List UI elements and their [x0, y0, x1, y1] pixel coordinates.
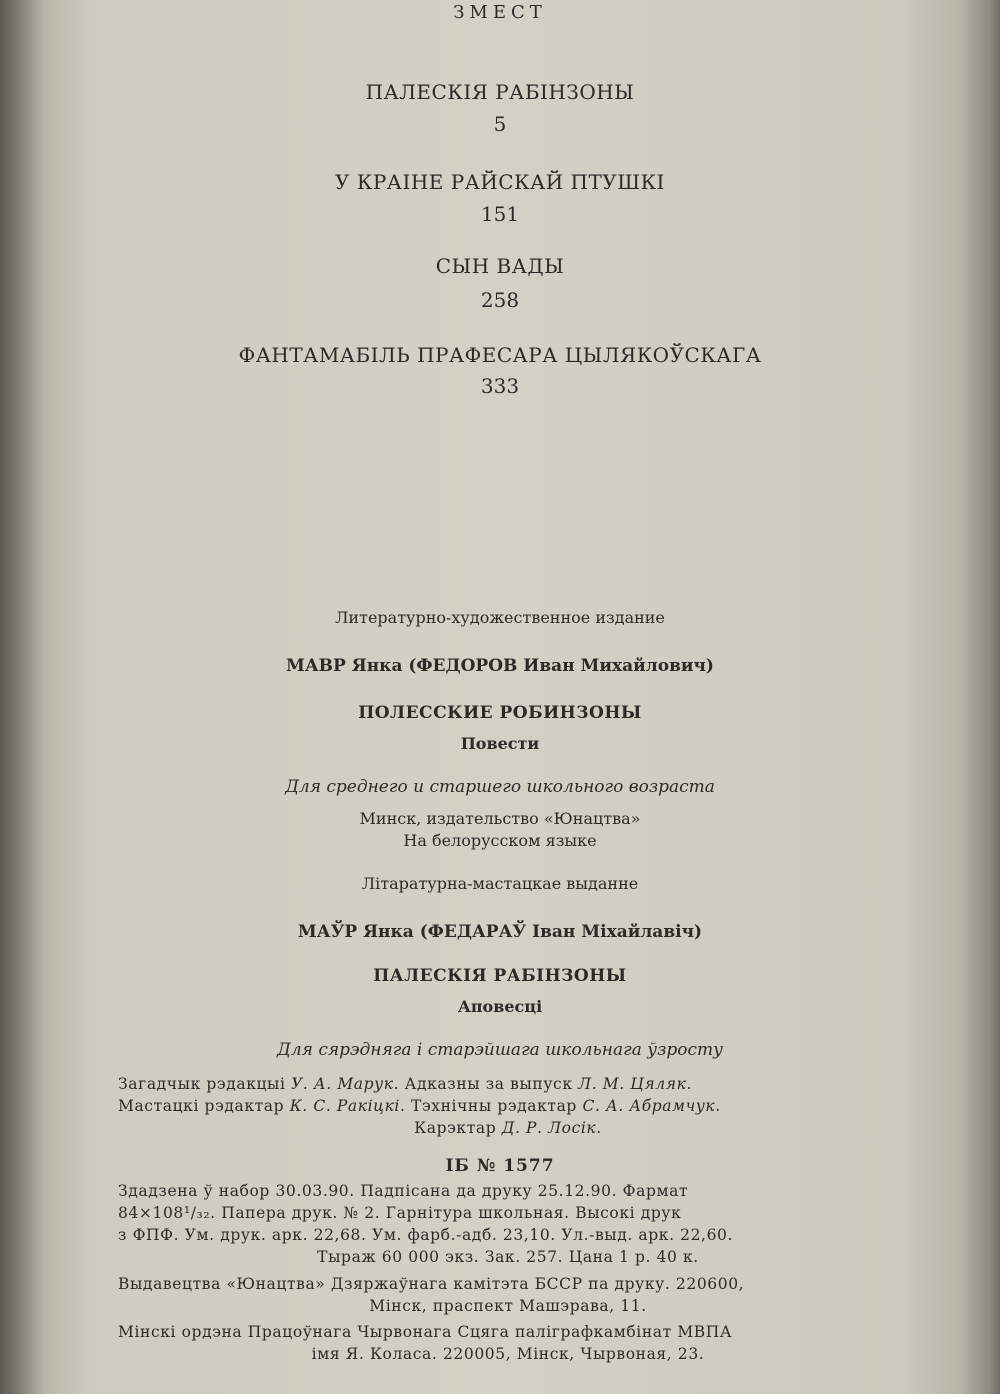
- print-line-4: Тыраж 60 000 экз. Зак. 257. Цана 1 р. 40 к.: [317, 1248, 699, 1266]
- by-edition-type: Літаратурна-мастацкае выданне: [361, 874, 639, 893]
- credits-line-2: Мастацкі рэдактар К. С. Ракіцкі. Тэхнічны рэдактар С. А. Абрамчук.: [118, 1097, 721, 1115]
- ru-title: ПОЛЕССКИЕ РОБИНЗОНЫ: [358, 703, 642, 723]
- by-author: МАЎР Янка (ФЕДАРАЎ Іван Міхайлавіч): [297, 922, 703, 942]
- by-title: ПАЛЕСКІЯ РАБІНЗОНЫ: [373, 966, 627, 986]
- publisher-line-1: Выдавецтва «Юнацтва» Дзяржаўнага камітэта БССР па друку. 220600,: [118, 1275, 745, 1293]
- ru-audience: Для среднего и старшего школьного возраста: [285, 777, 715, 797]
- credits-line-1: Загадчык рэдакцыі У. А. Марук. Адказны за выпуск Л. М. Цяляк.: [118, 1075, 692, 1093]
- publisher-line-2: Мінск, праспект Машэрава, 11.: [369, 1297, 647, 1315]
- ru-publisher: Минск, издательство «Юнацтва»: [359, 809, 641, 828]
- toc-title-3: СЫН ВАДЫ: [435, 254, 565, 278]
- toc-page-3: 258: [480, 288, 520, 312]
- print-line-1: Здадзена ў набор 30.03.90. Падпісана да друку 25.12.90. Фармат: [118, 1182, 689, 1200]
- printer-line-2: імя Я. Коласа. 220005, Мінск, Чырвоная, 23.: [311, 1345, 705, 1363]
- ru-edition-type: Литературно-художественное издание: [335, 608, 665, 627]
- printer-block: [118, 1321, 898, 1365]
- ru-language: На белорусском языке: [403, 831, 597, 850]
- ru-genre: Повести: [460, 734, 540, 753]
- credits-block: [118, 1073, 898, 1139]
- toc-title-1: ПАЛЕСКІЯ РАБІНЗОНЫ: [365, 80, 635, 104]
- credits-line-3: Карэктар Д. Р. Лосік.: [414, 1119, 602, 1137]
- print-line-3: з ФПФ. Ум. друк. арк. 22,68. Ум. фарб.-адб. 23,10. Ул.-выд. арк. 22,60.: [118, 1226, 734, 1244]
- ib-number: ІБ № 1577: [445, 1156, 555, 1176]
- toc-page-2: 151: [480, 202, 520, 226]
- toc-page-4: 333: [480, 374, 520, 398]
- print-details-block: [118, 1180, 898, 1268]
- toc-title-2: У КРАІНЕ РАЙСКАЙ ПТУШКІ: [335, 170, 665, 194]
- toc-page-1: 5: [493, 112, 507, 136]
- ru-author: МАВР Янка (ФЕДОРОВ Иван Михайлович): [286, 656, 714, 676]
- by-audience: Для сярэдняга і старэйшага школьнага ўзросту: [277, 1040, 723, 1060]
- contents-heading: ЗМЕСТ: [453, 2, 547, 23]
- toc-title-4: ФАНТАМАБІЛЬ ПРАФЕСАРА ЦЫЛЯКОЎСКАГА: [238, 343, 762, 367]
- by-genre: Аповесці: [457, 997, 543, 1016]
- print-line-2: 84×108¹/₃₂. Папера друк. № 2. Гарнітура школьная. Высокі друк: [118, 1204, 682, 1222]
- printer-line-1: Мінскі ордэна Працоўнага Чырвонага Сцяга паліграфкамбінат МВПА: [118, 1323, 733, 1341]
- publisher-block: [118, 1273, 898, 1317]
